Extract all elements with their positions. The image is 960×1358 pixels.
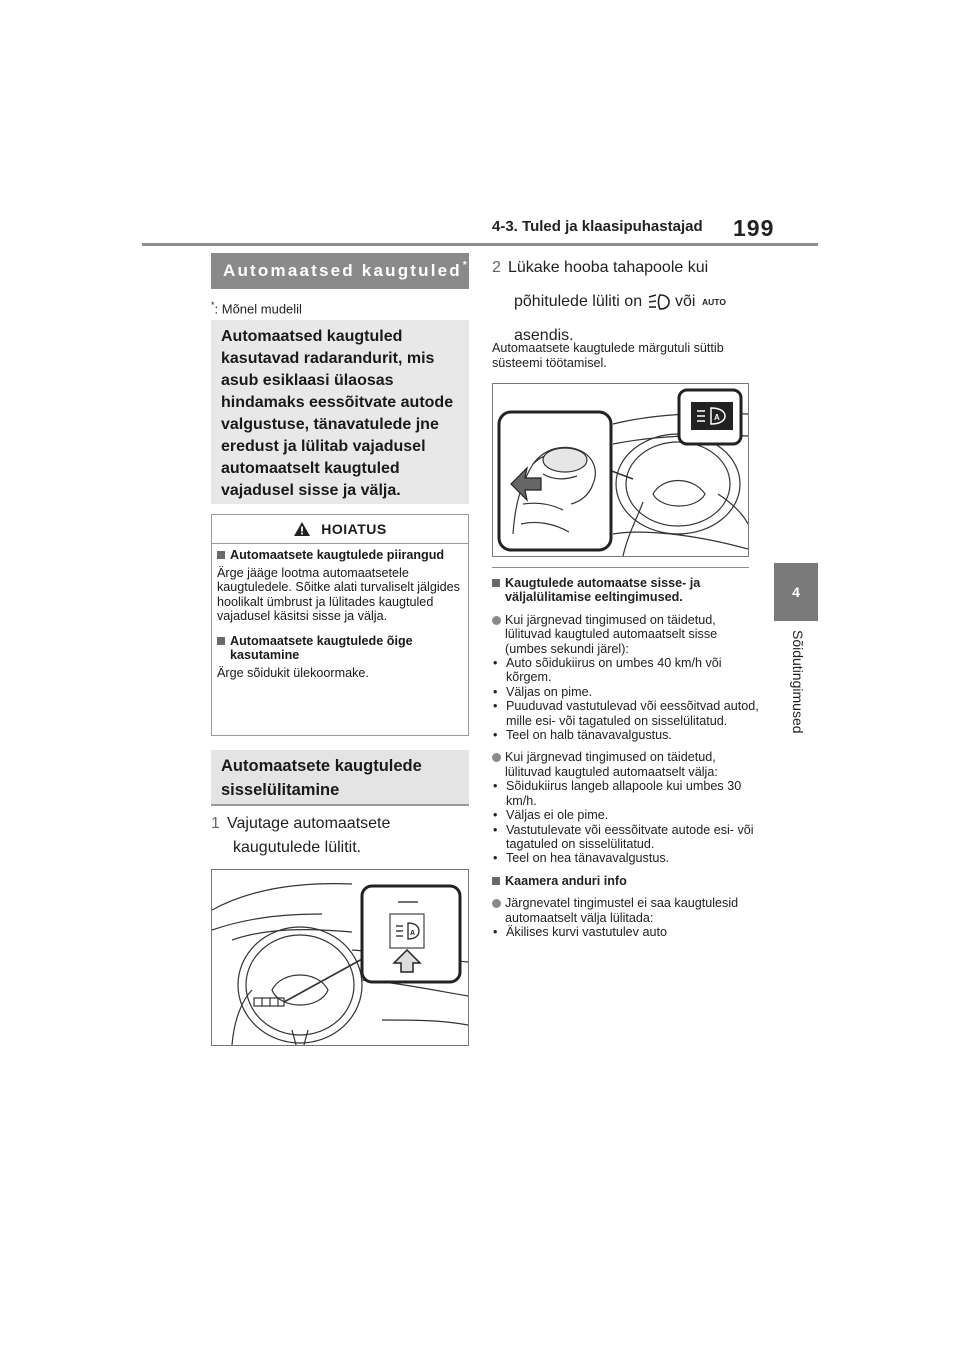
title-bar <box>211 253 469 289</box>
circle-bullet-icon <box>492 899 501 908</box>
step-text: Lükake hooba tahapoole kui <box>508 259 709 276</box>
title-bar-text: Automaatsed kaugtuled <box>223 261 462 280</box>
note-text: Automaatsete kaugtulede märgutuli süttib süsteemi töötamisel. <box>492 341 724 370</box>
chapter-name <box>784 630 808 755</box>
warning-triangle-icon <box>293 521 311 537</box>
warning-title: HOIATUS <box>321 521 387 537</box>
warning-item-body: Ärge jääge lootma automaatsetele kaugtuledele. Sõitke alati turvaliselt jälgides hoolikalt ümbrust ja lülitades kaugtuled vajadusel käsitsi sisse ja välja. <box>217 565 460 623</box>
bullet: • <box>493 808 498 823</box>
conditions-on-lead <box>492 613 760 656</box>
warning-header <box>212 515 468 544</box>
footnote-mark: * <box>211 300 215 310</box>
column-rule <box>492 567 749 568</box>
step-text: või <box>675 293 696 310</box>
list-item-text: Sõidukiirus langeb allapoole kui umbes 30 km/h. <box>506 779 742 808</box>
list-item-text: Äkilises kurvi vastutulev auto <box>506 924 667 939</box>
warning-box <box>211 514 469 736</box>
list-item <box>492 851 760 865</box>
dashboard-switch-drawing <box>212 870 468 1045</box>
chapter-tab: 4 <box>774 563 818 621</box>
lever-indicator-drawing <box>493 384 748 556</box>
list-item-text: Teel on halb tänavavalgustus. <box>506 728 672 743</box>
bullet: • <box>493 684 498 699</box>
headlight-icon <box>647 292 671 312</box>
conditions-on-lead-text: Kui järgnevad tingimused on täidetud, lülituvad kaugtuled automaatselt sisse (umbes sekundi järel): <box>505 612 718 656</box>
step-1 <box>211 812 469 860</box>
list-item <box>492 728 760 742</box>
camera-heading <box>492 874 760 888</box>
warning-item-heading <box>217 548 462 563</box>
list-item <box>492 823 760 852</box>
svg-text:A: A <box>410 930 416 937</box>
conditions-off-list <box>492 779 760 865</box>
step-number: 2 <box>492 259 501 276</box>
list-item-text: Väljas ei ole pime. <box>506 808 609 823</box>
intro-box <box>211 320 469 504</box>
camera-lead <box>492 896 760 925</box>
list-item-text: Puuduvad vastutulevad või eessõitvad autod, mille esi- või tagatuled on sisselülitatud. <box>506 699 759 728</box>
title-bar-mark: * <box>462 259 467 271</box>
bullet: • <box>493 779 498 794</box>
camera-heading-text: Kaamera anduri info <box>505 873 627 888</box>
step-2 <box>492 254 762 349</box>
conditions-off-lead <box>492 750 760 779</box>
square-bullet-icon <box>217 551 225 559</box>
section-heading-line: Automaatsete kaugtulede <box>221 757 422 775</box>
header-rule <box>142 243 818 246</box>
section-title: 4-3. Tuled ja klaasipuhastajad <box>492 218 703 235</box>
step-number: 1 <box>211 815 220 832</box>
step-text: põhitulede lüliti on <box>514 293 643 310</box>
section-heading-line: sisselülitamine <box>221 781 340 799</box>
square-bullet-icon <box>217 637 225 645</box>
conditions-heading <box>492 576 760 605</box>
intro-line: hindamaks eessõitvate autode <box>221 394 454 411</box>
section-heading <box>211 750 469 806</box>
lever-indicator-illustration <box>492 383 749 557</box>
warning-item-heading <box>217 634 462 663</box>
intro-line: automaatselt kaugtuled <box>221 460 400 477</box>
auto-icon <box>700 294 728 310</box>
list-item-text: Teel on hea tänavavalgustus. <box>506 851 670 866</box>
bullet: • <box>493 699 498 714</box>
intro-line: eredust ja lülitab vajadusel <box>221 438 426 455</box>
list-item <box>492 779 760 808</box>
camera-list <box>492 925 760 939</box>
bullet: • <box>493 851 498 866</box>
svg-text:A: A <box>714 413 720 422</box>
bullet: • <box>493 924 498 939</box>
list-item <box>492 685 760 699</box>
intro-line: vajadusel sisse ja välja. <box>221 482 401 499</box>
list-item-text: Vastutulevate või eessõitvate autode esi- või tagatuled on sisselülitatud. <box>506 822 754 851</box>
warning-item-body: Ärge sõidukit ülekoormake. <box>217 665 369 680</box>
warning-item-heading-text: Automaatsete kaugtulede õige kasutamine <box>230 633 413 662</box>
footnote-text: : Mõnel mudelil <box>214 301 302 317</box>
footnote <box>211 300 302 316</box>
conditions-on-list <box>492 656 760 742</box>
circle-bullet-icon <box>492 616 501 625</box>
square-bullet-icon <box>492 877 500 885</box>
auto-label: AUTO <box>701 296 726 307</box>
bullet: • <box>493 822 498 837</box>
chapter-name-text: Sõidutingimused <box>790 630 806 734</box>
warning-body <box>212 544 468 680</box>
list-item <box>492 808 760 822</box>
step-text-cont: kaugutulede lülitit. <box>233 839 362 856</box>
circle-bullet-icon <box>492 753 501 762</box>
conditions-heading-text: Kaugtulede automaatse sisse- ja väljalülitamise eeltingimused. <box>505 576 701 605</box>
intro-line: Automaatsed kaugtuled <box>221 328 403 345</box>
intro-line: valgustuse, tänavatulede jne <box>221 416 439 433</box>
dashboard-switch-illustration <box>211 869 469 1046</box>
page-number: 199 <box>733 215 775 241</box>
conditions-off-lead-text: Kui järgnevad tingimused on täidetud, lülituvad kaugtuled automaatselt välja: <box>505 750 718 779</box>
list-item <box>492 656 760 685</box>
list-item-text: Auto sõidukiirus on umbes 40 km/h või kõrgem. <box>506 656 722 685</box>
bullet: • <box>493 656 498 671</box>
list-item-text: Väljas on pime. <box>506 684 593 699</box>
warning-item-heading-text: Automaatsete kaugtulede piirangud <box>230 548 445 562</box>
intro-line: asub esiklaasi ülaosas <box>221 372 394 389</box>
step-text: Vajutage automaatsete <box>227 815 391 832</box>
list-item <box>492 699 760 728</box>
list-item <box>492 925 760 939</box>
conditions-section <box>492 576 760 947</box>
step-text-cont: asendis. <box>514 327 574 344</box>
square-bullet-icon <box>492 579 500 587</box>
bullet: • <box>493 728 498 743</box>
intro-line: kasutavad radarandurit, mis <box>221 350 435 367</box>
camera-lead-text: Järgnevatel tingimustel ei saa kaugtulesid automaatselt välja lülitada: <box>505 896 739 925</box>
